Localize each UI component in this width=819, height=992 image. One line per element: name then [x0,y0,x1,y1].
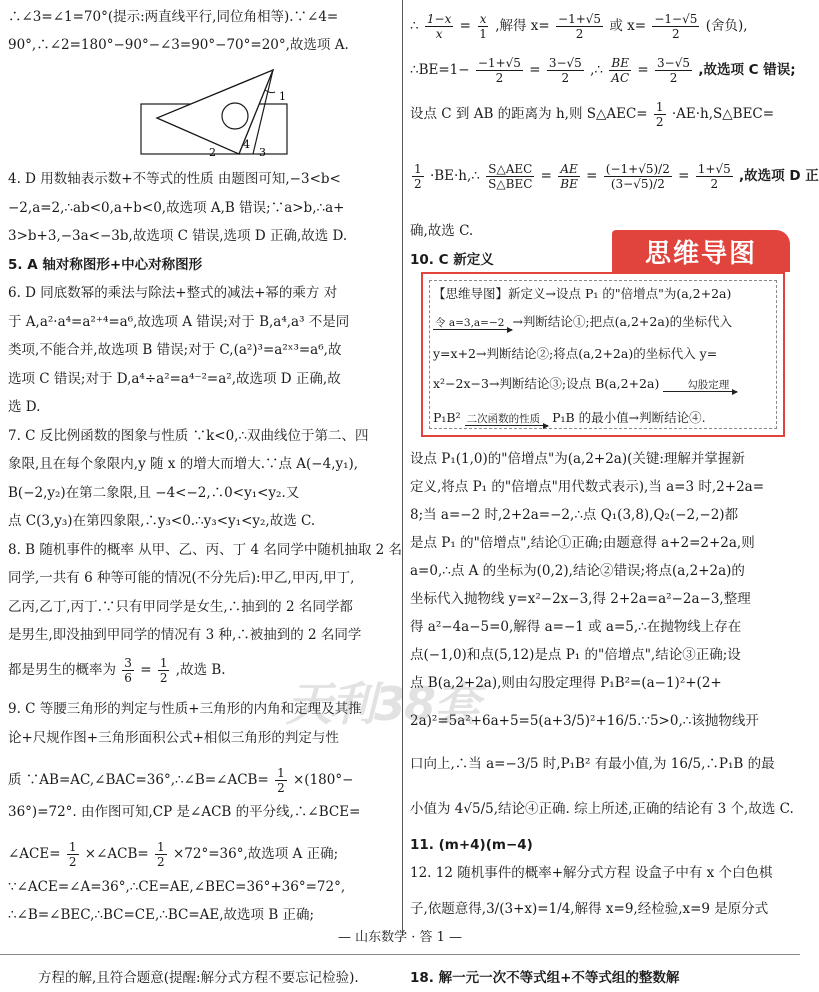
angle-label: 4 [243,138,250,151]
text-line: $\frac{1}{2}$ ·BE·h,∴ $\frac{\text{S△AEC}}{\text{S△BEC}}$ = $\frac{AE}{BE}$ = $\frac{(-1+√5)/2}{(3-√5)/2}$ = $\frac{1+√5}{2}$ ,故选项 D 正 [414,162,819,191]
text: 都是男生的概率为 [8,662,116,678]
q9-line: 论+尺规作图+三角形面积公式+相似三角形的判定与性 [8,730,339,746]
text-line: ∴BE=1− $\frac{-1+√5}{2}$ = $\frac{3-√5}{2}$ ,∴ $\frac{BE}{AC}$ = $\frac{3-√5}{2}$ ,故选项 C 错误; [410,56,796,85]
fraction [652,12,699,41]
q4-line: 4. D 用数轴表示数+不等式的性质 由题图可知,−3<b< [8,171,341,187]
q12-line: 12. 12 随机事件的概率+解分式方程 设盒子中有 x 个白色棋 [410,865,773,881]
numerator: 3−√5 [548,56,582,70]
denominator: 2 [672,27,680,41]
arrow-label: 二次函数的性质 [465,413,549,426]
denominator: BE [560,177,578,191]
numerator: −1−√5 [654,12,698,26]
numerator: 1 [159,656,168,670]
denominator: 2 [575,27,584,41]
numerator: x [479,12,487,26]
fraction [558,162,580,191]
denominator: S△BEC [488,177,533,191]
q7-line: 点 C(3,y₃)在第四象限,∴y₃<0.∴y₃<y₁<y₂,故选 C. [8,513,316,529]
text: P₁B 的最小值→判断结论④. [552,410,706,425]
column-divider [402,0,403,935]
q9-line: ∵∠ACE=∠A=36°,∴CE=AE,∠BEC=36°+36°=72°, [8,879,346,895]
text: x²−2x−3→判断结论③;设点 B(a,2+2a) [433,376,660,391]
text: ,故选项 C 错误; [698,62,796,78]
denominator: 1 [479,27,487,41]
numerator: −1+√5 [558,12,602,26]
arrow-label: 勾股定理 [663,379,737,392]
fraction [486,162,534,191]
text: ,故选 B. [175,662,226,678]
numerator: 1+√5 [697,162,731,176]
text-line: ∴ $\frac{1-x}{x}$ = $\frac{x}{1}$ ,解得 x= $\frac{-1+√5}{2}$ 或 x= $\frac{-1-√5}{2}$ (舍负), [410,12,748,41]
text-line: 8;当 a=−2 时,2+2a=−2,∴点 Q₁(3,8),Q₂(−2,−2)都 [410,507,739,523]
geometry-figure [133,64,313,160]
denominator: AC [611,71,630,85]
angle-label: 1 [279,90,286,103]
mindmap-line [433,408,706,426]
q9-line: 36°)=72°. 由作图可知,CP 是∠ACB 的平分线,∴∠BCE= [8,804,361,820]
denominator: 2 [710,177,719,191]
q9-line [8,766,398,795]
text-line: ∴∠3=∠1=70°(提示:两直线平行,同位角相等).∵∠4= [8,9,339,25]
angle-label: 3 [259,146,266,159]
q4-line: 3>b+3,−3a<−3b,故选项 C 错误,选项 D 正确,故选 D. [8,228,348,244]
q8-line [8,656,398,685]
denominator: 2 [157,855,165,869]
text-line: 确,故选 C. [410,223,474,239]
text: ,故选项 D 正 [739,168,819,184]
text: →判断结论①;把点(a,2+2a)的坐标代入 [512,314,733,329]
text: 设点 C 到 AB 的距离为 h,则 S△AEC= [410,106,648,122]
mindmap-line [433,312,732,330]
denominator: (3−√5)/2 [610,177,665,191]
q6-line: 选项 C 错误;对于 D,a⁴÷a²=a⁴⁻²=a²,故选项 D 正确,故 [8,371,341,387]
text: ×∠ACB= [84,846,149,862]
q6-line: 选 D. [8,399,41,415]
numerator: S△AEC [488,162,533,176]
fraction [604,162,672,191]
text-line: 是点 P₁ 的"倍增点",结论①正确;由题意得 a+2=2+2a,则 [410,535,755,551]
q8-line: 8. B 随机事件的概率 从甲、乙、丙、丁 4 名同学中随机抽取 2 名 [8,542,403,558]
fraction [654,100,666,129]
text-line: 点(−1,0)和点(5,12)是点 P₁ 的"倍增点",结论③正确;设 [410,647,741,663]
q4-line: −2,a=2,∴ab<0,a+b<0,故选项 A,B 错误;∵a>b,∴a+ [8,200,345,216]
text: ∠ACE= [8,846,61,862]
text: ×(180°− [293,772,354,788]
numerator: 1 [655,100,664,114]
q18-title: 18. 解一元一次不等式组+不等式组的整数解 [410,970,680,986]
q8-line: 乙丙,乙丁,丙丁.∵只有甲同学是女生,∴抽到的 2 名同学都 [8,599,353,615]
mindmap-badge: 思维导图 [612,230,790,272]
fraction [609,56,631,85]
fraction [122,656,134,685]
page-footer: — 山东数学 · 答 1 — [337,930,463,945]
denominator: 2 [277,781,285,795]
q5-line: 5. A 轴对称图形+中心对称图形 [8,257,203,273]
text-line: 小值为 4√5/5,结论④正确. 综上所述,正确的结论有 3 个,故选 C. [410,801,794,817]
numerator: (−1+√5)/2 [605,162,670,176]
footer-divider [0,954,800,955]
fraction [425,12,453,41]
fraction [412,162,424,191]
fraction [477,12,489,41]
text: (舍负), [705,18,748,34]
q9-line: ∴∠B=∠BEC,∴BC=CE,∴BC=AE,故选项 B 正确; [8,907,315,923]
continued-text: 方程的解,且符合题意(提醒:解分式方程不要忘记检验). [38,970,359,986]
denominator: 2 [414,177,422,191]
numerator: 3 [124,656,132,670]
numerator: 1 [277,766,285,780]
numerator: 1 [157,840,165,854]
text-line: 点 B(a,2+2a),则由勾股定理得 P₁B²=(a−1)²+(2+ [410,675,722,691]
text: ∴ [410,18,419,34]
mindmap-line [433,374,737,392]
watermark-logo: 天利38套 [286,677,479,731]
text-line: 90°,∴∠2=180°−90°−∠3=90°−70°=20°,故选项 A. [8,37,349,53]
text-line: 得 a²−4a−5=0,解得 a=−1 或 a=5,∴在抛物线上存在 [410,619,742,635]
text: ∴BE=1− [410,62,470,78]
fraction [155,840,167,869]
q9-line: 9. C 等腰三角形的判定与性质+三角形的内角和定理及其推 [8,701,362,717]
q8-line: 是男生,即没抽到甲同学的情况有 3 种,∴被抽到的 2 名同学 [8,627,362,643]
denominator: 2 [669,71,678,85]
numerator: 1−x [426,12,452,26]
q7-line: 7. C 反比例函数的图象与性质 ∵k<0,∴双曲线位于第二、四 [8,428,369,444]
denominator: 6 [124,671,132,685]
q7-line: 象限,且在每个象限内,y 随 x 的增大而增大.∵点 A(−4,y₁), [8,456,359,472]
fraction [655,56,692,85]
text: ·BE·h,∴ [429,168,480,184]
mindmap-line: y=x+2→判断结论②;将点(a,2+2a)的坐标代入 y= [433,346,718,361]
text-line: 定义,将点 P₁ 的"倍增点"用代数式表示),当 a=3 时,2+2a= [410,479,765,495]
fraction [275,766,287,795]
numerator: BE [611,56,629,70]
numerator: 1 [414,162,422,176]
denominator: 2 [68,855,77,869]
fraction [67,840,79,869]
q9-line [8,840,398,869]
q6-line: 6. D 同底数幂的乘法与除法+整式的减法+幂的乘方 对 [8,285,338,301]
q6-line: 类项,不能合并,故选项 B 错误;对于 C,(a²)³=a²ˣ³=a⁶,故 [8,342,342,358]
fraction [696,162,733,191]
numerator: AE [560,162,578,176]
text-line: 设点 P₁(1,0)的"倍增点"为(a,2+2a)(关键:理解并掌握新 [410,451,745,467]
q7-line: B(−2,y₂)在第二象限,且 −4<−2,∴0<y₁<y₂.又 [8,485,300,501]
numerator: 1 [68,840,77,854]
fraction [547,56,584,85]
text: = [140,662,152,678]
mindmap-box [421,272,785,437]
text: P₁B² [433,410,461,425]
q12-line: 子,依题意得,3/(3+x)=1/4,解得 x=9,经检验,x=9 是原分式 [410,901,769,917]
text: ,∴ [590,62,603,78]
angle-label: 2 [209,146,216,159]
denominator: x [435,27,443,41]
fraction [158,656,170,685]
q11-line: 11. (m+4)(m−4) [410,837,533,853]
denominator: 2 [495,71,504,85]
numerator: −1+√5 [477,56,521,70]
text: 质 ∵AB=AC,∠BAC=36°,∴∠B=∠ACB= [8,772,269,788]
numerator: 3−√5 [657,56,691,70]
q10-title: 10. C 新定义 [410,252,494,268]
text-line: a=0,∴点 A 的坐标为(0,2),结论②错误;将点(a,2+2a)的 [410,563,745,579]
text: 或 x= [609,18,647,34]
text: ×72°=36°,故选项 A 正确; [172,846,339,862]
text-line: 口向上,∴当 a=−3/5 时,P₁B² 有最小值,为 16/5,∴P₁B 的最 [410,756,775,772]
text-line [410,100,792,129]
fraction [476,56,523,85]
q8-line: 同学,一共有 6 种等可能的情况(不分先后):甲乙,甲丙,甲丁, [8,570,355,586]
mindmap-line: 【思维导图】新定义→设点 P₁ 的"倍增点"为(a,2+2a) [433,286,732,301]
q6-line: 于 A,a²·a⁴=a²⁺⁴=a⁶,故选项 A 错误;对于 B,a⁴,a³ 不是同 [8,314,350,330]
text: ·AE·h,S△BEC= [671,106,775,122]
fraction [556,12,603,41]
text: ,解得 x= [495,18,550,34]
denominator: 2 [561,71,570,85]
denominator: 2 [159,671,168,685]
denominator: 2 [655,115,664,129]
arrow-label: 令 a=3,a=−2 [433,317,512,330]
text-line: 2a)²=5a²+6a+5=5(a+3/5)²+16/5.∵5>0,∴该抛物线开 [410,713,759,729]
text-line: 坐标代入抛物线 y=x²−2x−3,得 2+2a=a²−2a−3,整理 [410,591,751,607]
